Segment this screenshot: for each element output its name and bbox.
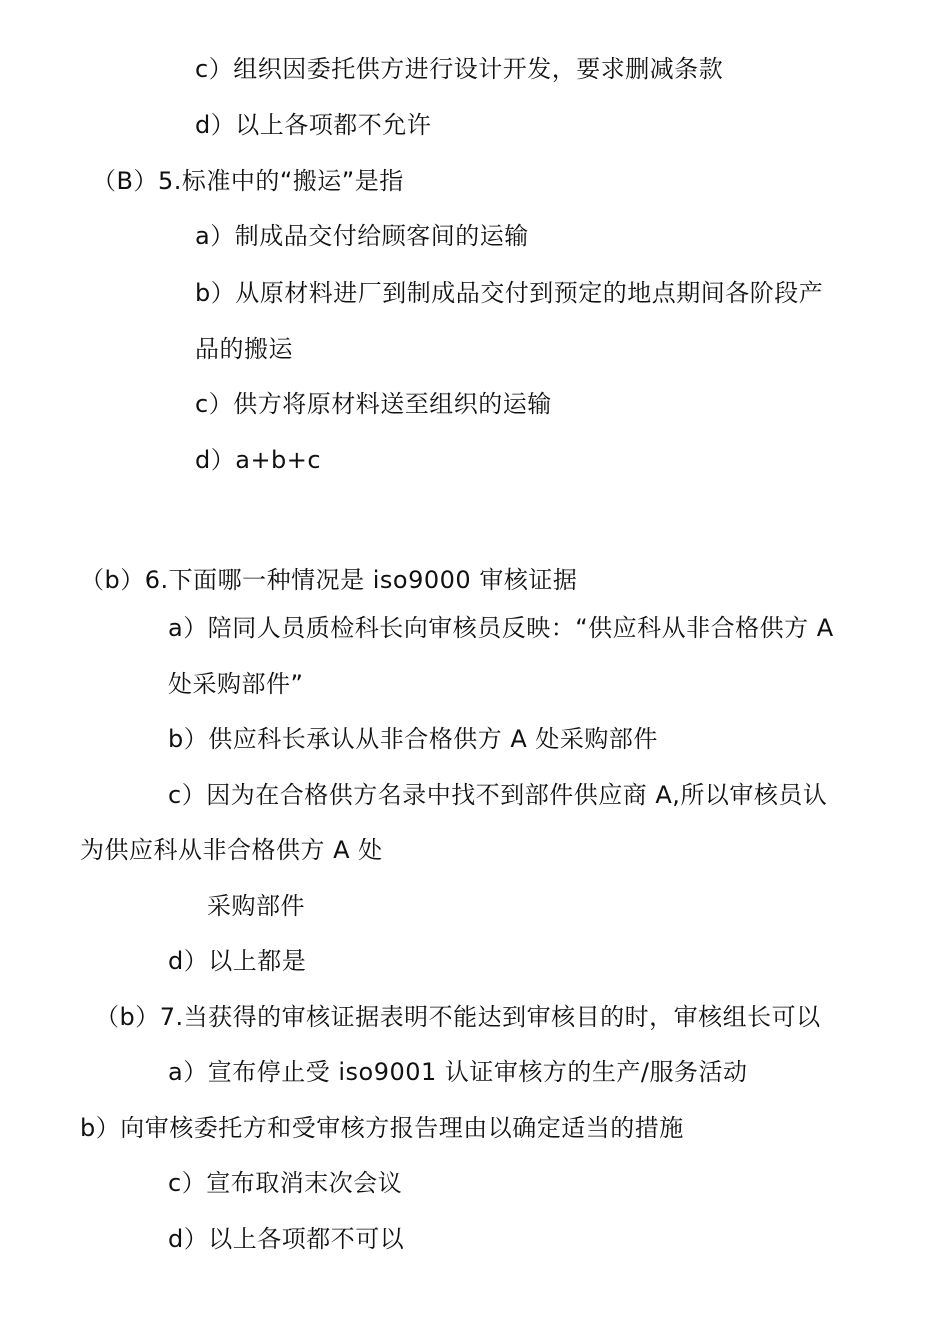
q7-option-c: c）宣布取消末次会议 [168,1169,403,1197]
q5-option-c: c）供方将原材料送至组织的运输 [195,390,552,418]
q7-stem: （b）7.当获得的审核证据表明不能达到审核目的时，审核组长可以 [95,1003,821,1031]
q7-option-b: b）向审核委托方和受审核方报告理由以确定适当的措施 [80,1114,684,1142]
q6-option-c-line1: c）因为在合格供方名录中找不到部件供应商 A,所以审核员认 [168,781,828,809]
q6-option-d: d）以上都是 [168,947,307,975]
q4-option-d: d）以上各项都不允许 [195,111,432,139]
q6-option-c-line2: 为供应科从非合格供方 A 处 [80,836,383,864]
q5-option-b-line2: 品的搬运 [195,335,293,363]
q5-option-a: a）制成品交付给顾客间的运输 [195,222,529,250]
q7-option-d: d）以上各项都不可以 [168,1225,405,1253]
q6-option-c-line3: 采购部件 [207,892,305,920]
q4-option-c: c）组织因委托供方进行设计开发，要求删减条款 [195,55,724,83]
q6-option-b: b）供应科长承认从非合格供方 A 处采购部件 [168,725,658,753]
q7-option-a: a）宣布停止受 iso9001 认证审核方的生产/服务活动 [168,1058,748,1086]
q6-option-a-line2: 处采购部件” [168,670,304,698]
q6-option-a-line1: a）陪同人员质检科长向审核员反映：“供应科从非合格供方 A [168,614,834,642]
q5-option-d: d）a+b+c [195,446,322,474]
q6-stem: （b）6.下面哪一种情况是 iso9000 审核证据 [80,566,578,594]
q5-stem: （B）5.标准中的“搬运”是指 [92,167,404,195]
q5-option-b-line1: b）从原材料进厂到制成品交付到预定的地点期间各阶段产 [195,279,824,307]
